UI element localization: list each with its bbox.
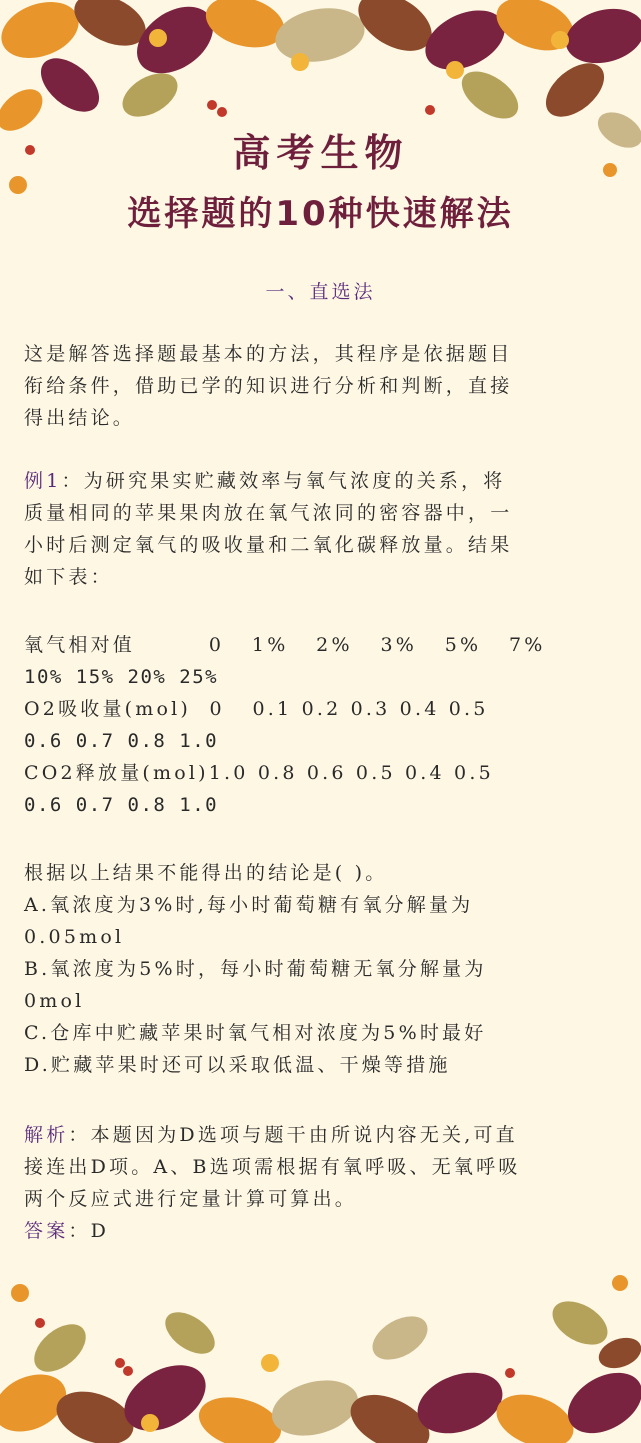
option-b-cont: 0mol [24,990,85,1012]
analysis-label: 解析 [24,1124,69,1146]
autumn-leaves-bottom-border [0,1253,641,1443]
table-row: 氧气相对值 0 1% 2% 3% 5% 7% [24,634,546,656]
table-row: 0.6 0.7 0.8 1.0 [24,730,219,752]
title-line-1: 高考生物 [232,131,409,175]
option-a: A.氧浓度为3%时,每小时葡萄糖有氧分解量为 [24,894,474,916]
question-paragraph [24,857,620,1081]
intro-line: 得出结论。 [24,407,136,429]
analysis-line: 两个反应式进行定量计算可算出。 [24,1188,358,1210]
option-b: B.氧浓度为5%时，每小时葡萄糖无氧分解量为 [24,958,487,980]
example-line: 如下表： [24,566,113,588]
analysis-paragraph [24,1119,620,1247]
option-c: C.仓库中贮藏苹果时氧气相对浓度为5%时最好 [24,1022,487,1044]
option-a-cont: 0.05mol [24,926,125,948]
table-row: 10% 15% 20% 25% [24,666,219,688]
analysis-line: 接连出D项。A、B选项需根据有氧呼吸、无氧呼吸 [24,1156,521,1178]
table-row: CO2释放量(mol)1.0 0.8 0.6 0.5 0.4 0.5 [24,762,494,784]
answer-line [24,1215,620,1247]
intro-line: 这是解答选择题最基本的方法，其程序是依据题目 [24,343,513,365]
intro-paragraph [24,338,620,434]
example-line: 小时后测定氧气的吸收量和二氧化碳释放量。结果 [24,534,513,556]
analysis-line [24,1119,620,1151]
table-row: O2吸收量(mol) 0 0.1 0.2 0.3 0.4 0.5 [24,698,489,720]
example-line: 质量相同的苹果果肉放在氧气浓同的密容器中，一 [24,502,513,524]
option-d: D.贮藏苹果时还可以采取低温、干燥等措施 [24,1054,451,1076]
title-line-2: 选择题的10种快速解法 [127,194,514,234]
answer-value: ：D [68,1220,110,1242]
intro-line: 衔给条件，借助已学的知识进行分析和判断，直接 [24,375,513,397]
example-paragraph [24,465,620,593]
question-stem: 根据以上结果不能得出的结论是( )。 [24,862,388,884]
example-label: 例1 [24,470,62,492]
example-line [24,465,620,497]
example-text: ：为研究果实贮藏效率与氧气浓度的关系，将 [61,470,506,492]
data-table [24,629,620,821]
table-row: 0.6 0.7 0.8 1.0 [24,794,219,816]
answer-label: 答案 [24,1220,69,1242]
analysis-text: ：本题因为D选项与题干由所说内容无关,可直 [68,1124,518,1146]
section-heading: 一、直选法 [265,281,376,303]
